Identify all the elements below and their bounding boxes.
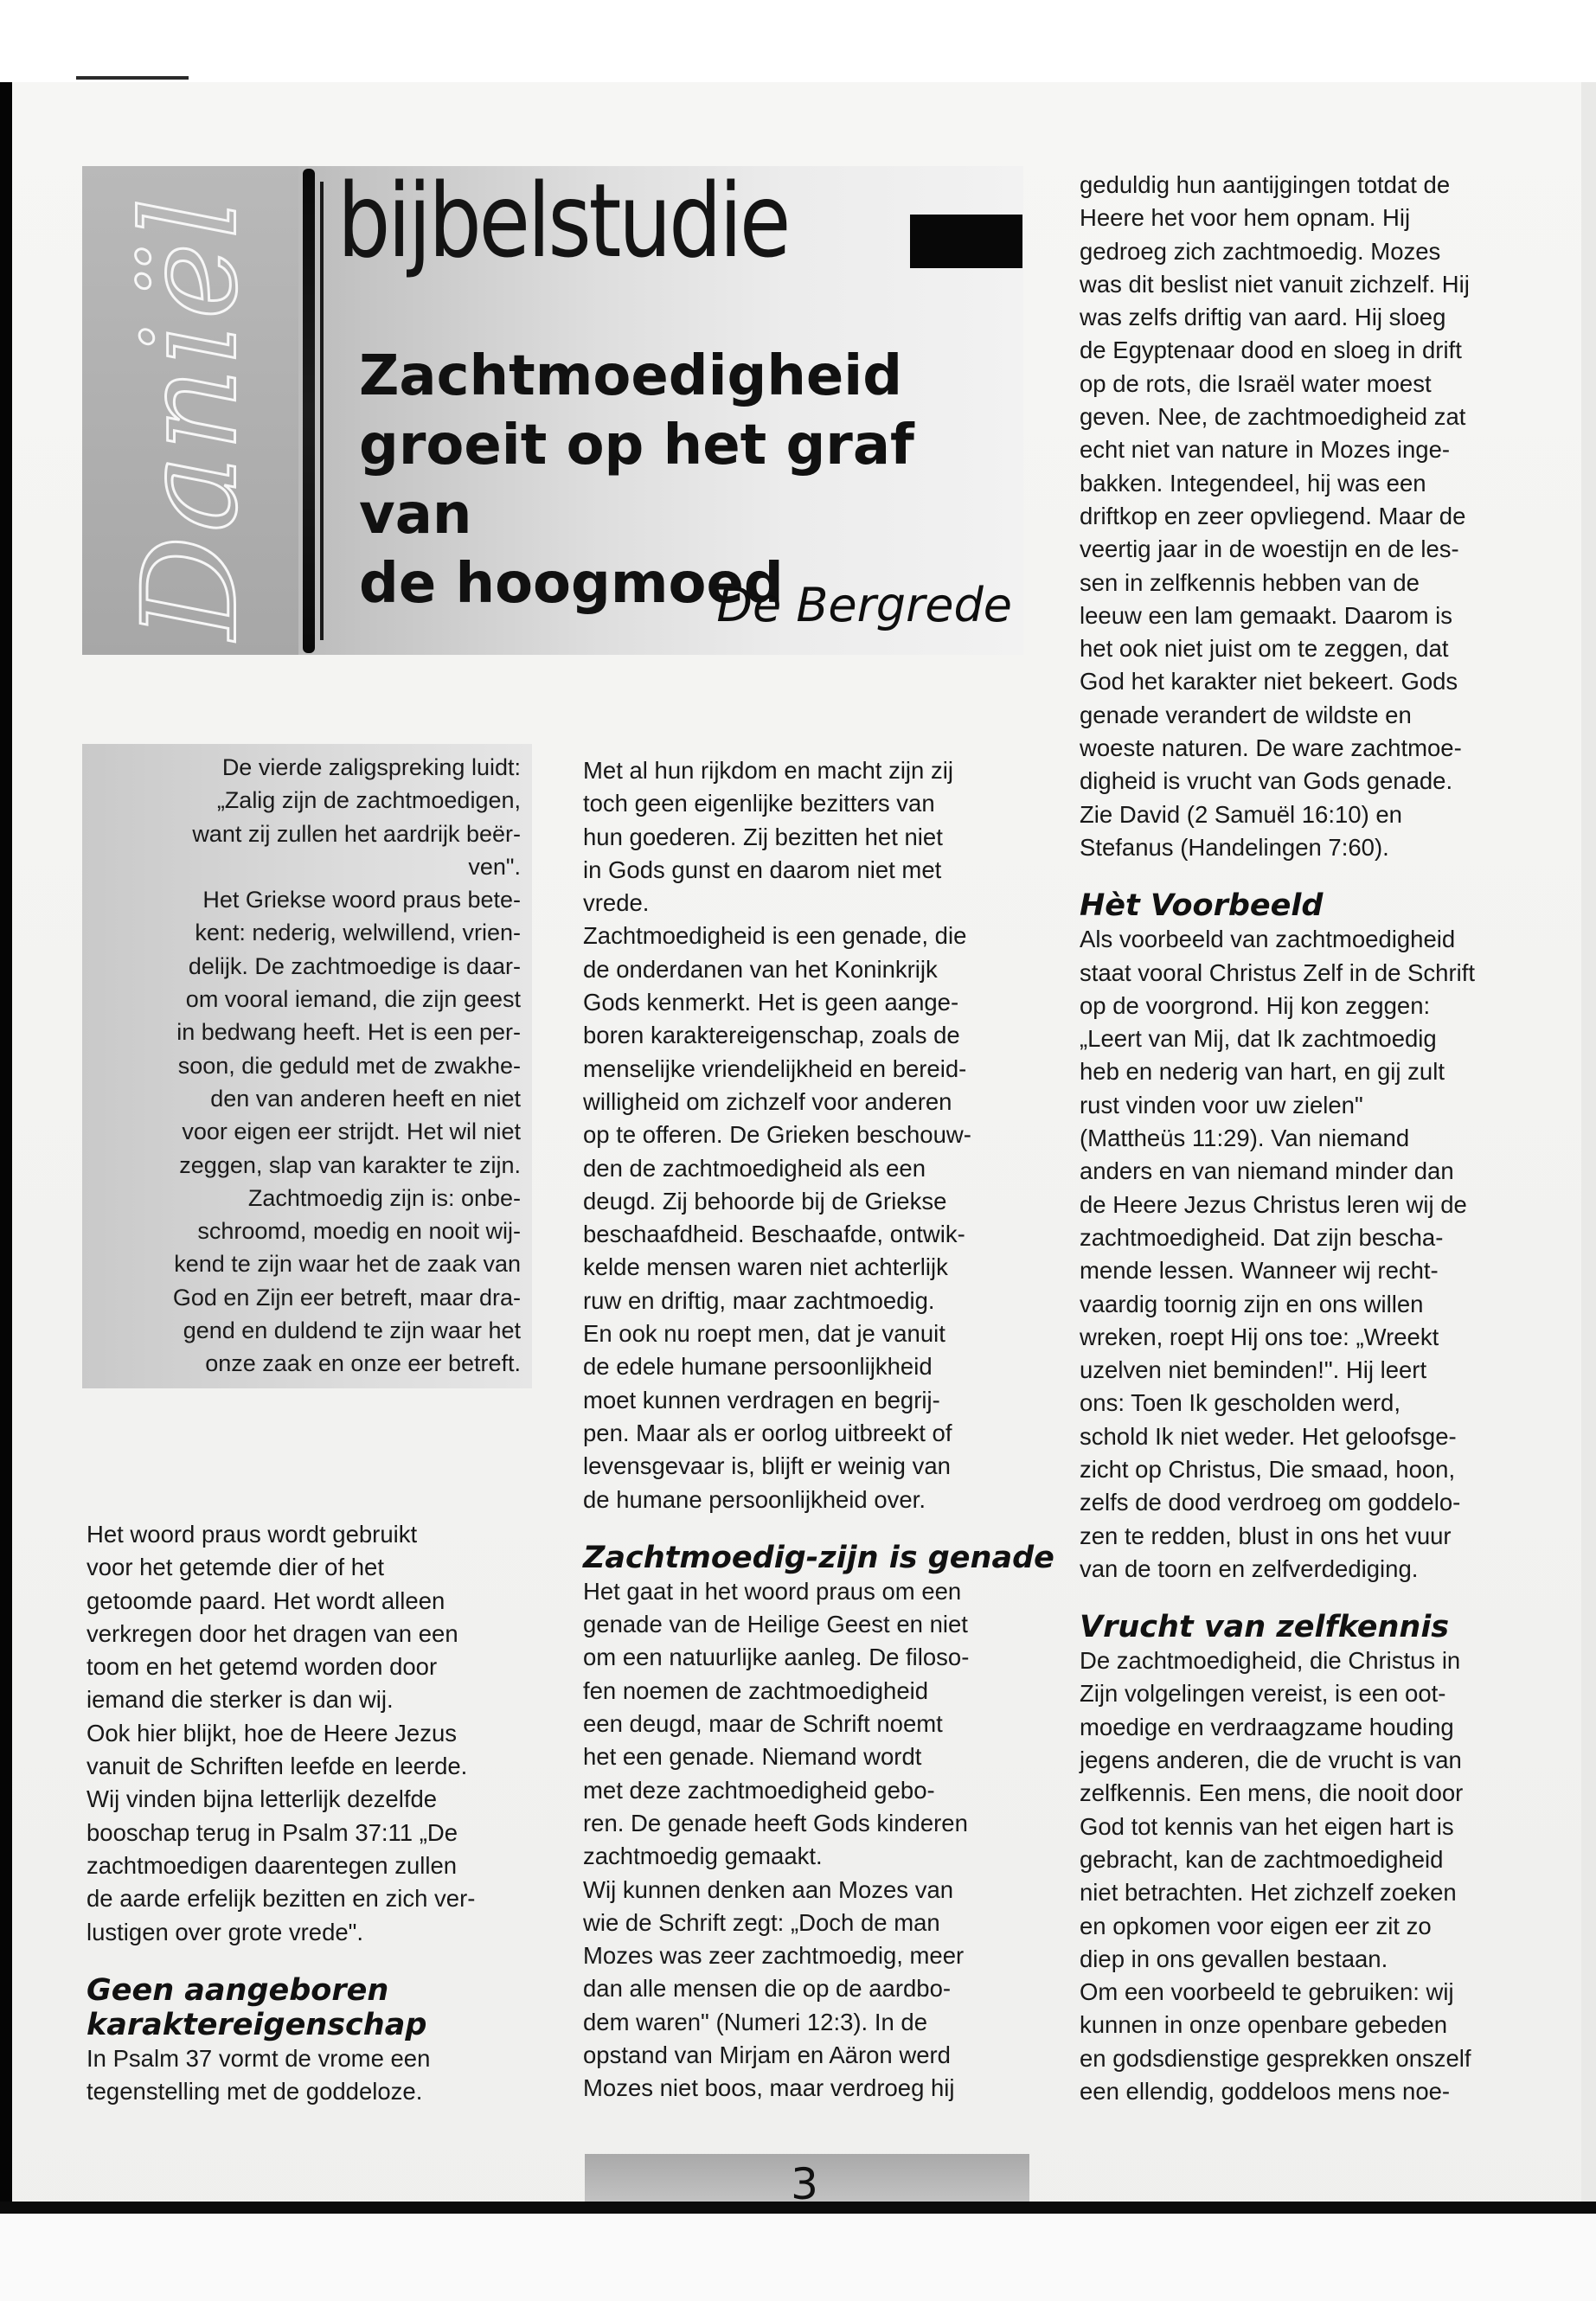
body-line: wreken, roept Hij ons toe: „Wreekt [1080, 1323, 1439, 1350]
subheading: Geen aangeboren [87, 1972, 389, 2008]
column-2 [583, 754, 1054, 2106]
body-line: de humane persoonlijkheid over. [583, 1485, 926, 1513]
body-line: een deugd, maar de Schrift noemt [583, 1710, 943, 1738]
body-line: Zijn volgelingen vereist, is een oot- [1080, 1680, 1446, 1708]
intro-line: in bedwang heeft. Het is een per- [176, 1019, 521, 1046]
header-vertical-rule [303, 169, 315, 653]
body-line: Ook hier blijkt, hoe de Heere Jezus [87, 1719, 457, 1747]
side-word-daniel [82, 192, 298, 642]
body-line: Het woord praus wordt gebruikt [87, 1521, 418, 1548]
body-line: wie de Schrift zegt: „Doch de man [583, 1908, 940, 1936]
body-line: moedige en verdraagzame houding [1080, 1713, 1454, 1740]
body-line: iemand die sterker is dan wij. [87, 1686, 394, 1714]
body-line: toch geen eigenlijke bezitters van [583, 790, 935, 817]
column-1 [87, 1518, 475, 2108]
body-line: zen te redden, blust in ons het vuur [1080, 1522, 1452, 1549]
title-line-2: groeit op het graf van [359, 413, 914, 547]
section-kicker: bijbelstudie [337, 161, 789, 280]
intro-line: gend en duldend te zijn waar het [183, 1317, 521, 1344]
body-line: vrede. [583, 889, 650, 917]
body-line: sen in zelfkennis hebben van de [1080, 568, 1420, 596]
body-line: dem waren" (Numeri 12:3). In de [583, 2008, 927, 2035]
header-thin-rule [320, 182, 324, 640]
body-line: booschap terug in Psalm 37:11 „De [87, 1818, 458, 1846]
body-line: Zie David (2 Samuël 16:10) en [1080, 800, 1402, 828]
body-line: deugd. Zij behoorde bij de Griekse [583, 1187, 947, 1215]
body-line: mende lessen. Wanneer wij recht- [1080, 1257, 1439, 1285]
intro-text [91, 751, 521, 1381]
body-line: rust vinden voor uw zielen" [1080, 1091, 1363, 1118]
intro-line: want zij zullen het aardrijk beër- [192, 820, 521, 847]
subheading: Vrucht van zelfkennis [1080, 1610, 1450, 1645]
body-line: driftkop en zeer opvliegend. Maar de [1080, 502, 1466, 529]
intro-line: den van anderen heeft en niet [210, 1085, 521, 1112]
body-line: Zachtmoedigheid is een genade, die [583, 922, 967, 950]
body-line: ren. De genade heeft Gods kinderen [583, 1809, 968, 1836]
body-line: moet kunnen verdragen en begrij- [583, 1386, 940, 1413]
body-line: schold Ik niet weder. Het geloofsge- [1080, 1422, 1457, 1450]
body-line: bakken. Integendeel, hij was een [1080, 469, 1426, 497]
body-line: met deze zachtmoedigheid gebo- [583, 1776, 935, 1804]
body-line: en godsdienstige gesprekken onszelf [1080, 2044, 1471, 2072]
body-line: toom en het getemd worden door [87, 1653, 438, 1681]
body-line: „Leert van Mij, dat Ik zachtmoedig [1080, 1025, 1437, 1053]
body-line: woeste naturen. De ware zachtmoe- [1080, 734, 1462, 762]
body-line: de Heere Jezus Christus leren wij de [1080, 1190, 1467, 1218]
body-line: zicht op Christus, Die smaad, hoon, [1080, 1455, 1456, 1483]
intro-line: „Zalig zijn de zachtmoedigen, [216, 787, 521, 814]
intro-line: kent: nederig, welwillend, vrien- [195, 920, 521, 946]
body-line: het ook niet juist om te zeggen, dat [1080, 635, 1449, 663]
body-line: op de voorgrond. Hij kon zeggen: [1080, 991, 1431, 1019]
body-line: van de toorn en zelfverdediging. [1080, 1554, 1419, 1582]
body-line: Stefanus (Handelingen 7:60). [1080, 833, 1389, 861]
body-line: verkregen door het dragen van een [87, 1619, 458, 1647]
body-line: kelde mensen waren niet achterlijk [583, 1253, 948, 1281]
body-line: zachtmoedigheid. Dat zijn bescha- [1080, 1223, 1444, 1251]
body-line: uzelven niet beminden!". Hij leert [1080, 1356, 1427, 1384]
body-line: genade verandert de wildste en [1080, 701, 1412, 728]
body-line: Als voorbeeld van zachtmoedigheid [1080, 926, 1456, 953]
intro-line: onze zaak en onze eer betreft. [205, 1350, 521, 1377]
body-line: vaardig toornig zijn en ons willen [1080, 1290, 1424, 1317]
intro-line: om vooral iemand, die zijn geest [185, 986, 521, 1013]
body-line: beschaafdheid. Beschaafde, ontwik- [583, 1221, 965, 1248]
body-line: heb en nederig van hart, en gij zult [1080, 1058, 1445, 1086]
body-line: menselijke vriendelijkheid en bereid- [583, 1054, 967, 1082]
body-line: een ellendig, goddeloos mens noe- [1080, 2078, 1451, 2106]
body-line: en opkomen voor eigen eer zit zo [1080, 1912, 1432, 1939]
intro-line: God en Zijn eer betreft, maar dra- [172, 1284, 521, 1311]
page-number: 3 [791, 2159, 818, 2202]
body-line: In Psalm 37 vormt de vrome een [87, 2044, 431, 2072]
body-line: levensgevaar is, blijft er weinig van [583, 1452, 951, 1480]
body-line: Mozes was zeer zachtmoedig, meer [583, 1942, 965, 1970]
body-line: leeuw een lam gemaakt. Daarom is [1080, 601, 1453, 629]
body-line: boren karaktereigenschap, zoals de [583, 1022, 960, 1049]
scan-bottom-edge [0, 2202, 1596, 2214]
intro-line: delijk. De zachtmoedige is daar- [188, 952, 521, 979]
body-line: de onderdanen van het Koninkrijk [583, 955, 938, 983]
body-line: Met al hun rijkdom en macht zijn zij [583, 757, 953, 784]
subheading: Hèt Voorbeeld [1080, 888, 1324, 924]
body-line: De zachtmoedigheid, die Christus in [1080, 1647, 1461, 1675]
body-line: geven. Nee, de zachtmoedigheid zat [1080, 403, 1466, 431]
side-word-text: Daniël [115, 194, 266, 640]
body-line: geduldig hun aantijgingen totdat de [1080, 171, 1451, 198]
body-line: Heere het voor hem opnam. Hij [1080, 204, 1411, 232]
body-line: gedroeg zich zachtmoedig. Mozes [1080, 237, 1441, 265]
intro-line: schroomd, moedig en nooit wij- [197, 1218, 521, 1245]
body-line: zelfkennis. Een mens, die nooit door [1080, 1779, 1464, 1807]
title-line-3: de hoogmoed [359, 552, 784, 616]
intro-line: zeggen, slap van karakter te zijn. [179, 1151, 521, 1178]
body-line: het een genade. Niemand wordt [583, 1743, 922, 1771]
body-line: de Egyptenaar dood en sloeg in drift [1080, 336, 1462, 364]
body-line: Om een voorbeeld te gebruiken: wij [1080, 1978, 1454, 2006]
body-line: om een natuurlijke aanleg. De filoso- [583, 1644, 970, 1671]
body-line: ruw en driftig, maar zachtmoedig. [583, 1286, 935, 1314]
intro-line: kend te zijn waar het de zaak van [174, 1251, 521, 1278]
body-line: niet betrachten. Het zichzelf zoeken [1080, 1879, 1457, 1907]
body-line: diep in ons gevallen bestaan. [1080, 1945, 1388, 1972]
subheading: Zachtmoedig-zijn is genade [583, 1540, 1054, 1575]
body-line: kunnen in onze openbare gebeden [1080, 2011, 1448, 2039]
kicker-block [910, 215, 1022, 268]
column-3 [1080, 169, 1475, 2108]
body-line: in Gods gunst en daarom niet met [583, 856, 942, 883]
body-line: de aarde erfelijk bezitten en zich ver- [87, 1885, 476, 1913]
body-line: Wij kunnen denken aan Mozes van [583, 1875, 954, 1903]
body-line: digheid is vrucht van Gods genade. [1080, 767, 1453, 795]
body-line: de edele humane persoonlijkheid [583, 1353, 933, 1381]
top-rule [76, 76, 189, 80]
intro-line: soon, die geduld met de zwakhe- [177, 1052, 521, 1079]
body-line: gebracht, kan de zachtmoedigheid [1080, 1845, 1444, 1873]
title-line-1: Zachtmoedigheid [359, 344, 903, 408]
body-line: den de zachtmoedigheid als een [583, 1154, 926, 1182]
body-line: was dit beslist niet vanuit zichzelf. Hij [1080, 270, 1470, 298]
scan-left-edge [0, 82, 12, 2219]
body-line: God tot kennis van het eigen hart is [1080, 1812, 1454, 1840]
scan-bottom-margin [0, 2214, 1596, 2301]
intro-line: De vierde zaligspreking luidt: [221, 754, 521, 780]
body-line: op te offeren. De Grieken beschouw- [583, 1121, 971, 1149]
body-line: anders en van niemand minder dan [1080, 1157, 1454, 1185]
body-line: hun goederen. Zij bezitten het niet [583, 823, 943, 850]
body-line: Gods kenmerkt. Het is geen aange- [583, 989, 959, 1016]
body-line: Het gaat in het woord praus om een [583, 1577, 962, 1605]
body-line: voor het getemde dier of het [87, 1554, 384, 1581]
body-line: zachtmoedigen daarentegen zullen [87, 1851, 458, 1879]
intro-line: voor eigen eer strijdt. Het wil niet [182, 1118, 521, 1145]
intro-line: ven". [468, 853, 521, 880]
body-line: staat vooral Christus Zelf in de Schrift [1080, 958, 1475, 986]
body-line: tegenstelling met de goddeloze. [87, 2078, 423, 2106]
body-line: dan alle mensen die op de aardbo- [583, 1975, 952, 2003]
scan-right-edge [1581, 82, 1596, 2202]
body-line: En ook nu roept men, dat je vanuit [583, 1320, 945, 1348]
body-line: pen. Maar als er oorlog uitbreekt of [583, 1419, 952, 1446]
body-line: zachtmoedig gemaakt. [583, 1843, 823, 1870]
body-line: opstand van Mirjam en Aäron werd [583, 2041, 951, 2068]
subheading: karaktereigenschap [87, 2007, 427, 2042]
series-byline: De Bergrede [716, 578, 1012, 632]
body-line: fen noemen de zachtmoedigheid [583, 1676, 929, 1704]
body-line: was zelfs driftig van aard. Hij sloeg [1080, 304, 1446, 331]
body-line: genade van de Heilige Geest en niet [583, 1611, 968, 1638]
body-line: willigheid om zichzelf voor anderen [583, 1087, 952, 1115]
article-title [359, 342, 1025, 619]
body-line: echt niet van nature in Mozes inge- [1080, 436, 1451, 464]
body-line: getoomde paard. Het wordt alleen [87, 1586, 445, 1614]
body-line: God het karakter niet bekeert. Gods [1080, 668, 1458, 695]
body-line: Mozes niet boos, maar verdroeg hij [583, 2074, 955, 2102]
body-line: zelfs de dood verdroeg om goddelo- [1080, 1489, 1461, 1516]
body-line: (Mattheüs 11:29). Van niemand [1080, 1125, 1410, 1152]
body-line: Wij vinden bijna letterlijk dezelfde [87, 1785, 438, 1813]
body-line: vanuit de Schriften leefde en leerde. [87, 1753, 468, 1780]
body-line: op de rots, die Israël water moest [1080, 369, 1432, 397]
body-line: lustigen over grote vrede". [87, 1918, 364, 1945]
body-line: ons: Toen Ik gescholden werd, [1080, 1389, 1401, 1417]
scan-top-margin [0, 0, 1596, 82]
body-line: jegens anderen, die de vrucht is van [1080, 1747, 1462, 1774]
intro-line: Het Griekse woord praus bete- [202, 887, 521, 913]
intro-line: Zachtmoedig zijn is: onbe- [247, 1184, 521, 1211]
body-line: veertig jaar in de woestijn en de les- [1080, 535, 1459, 563]
